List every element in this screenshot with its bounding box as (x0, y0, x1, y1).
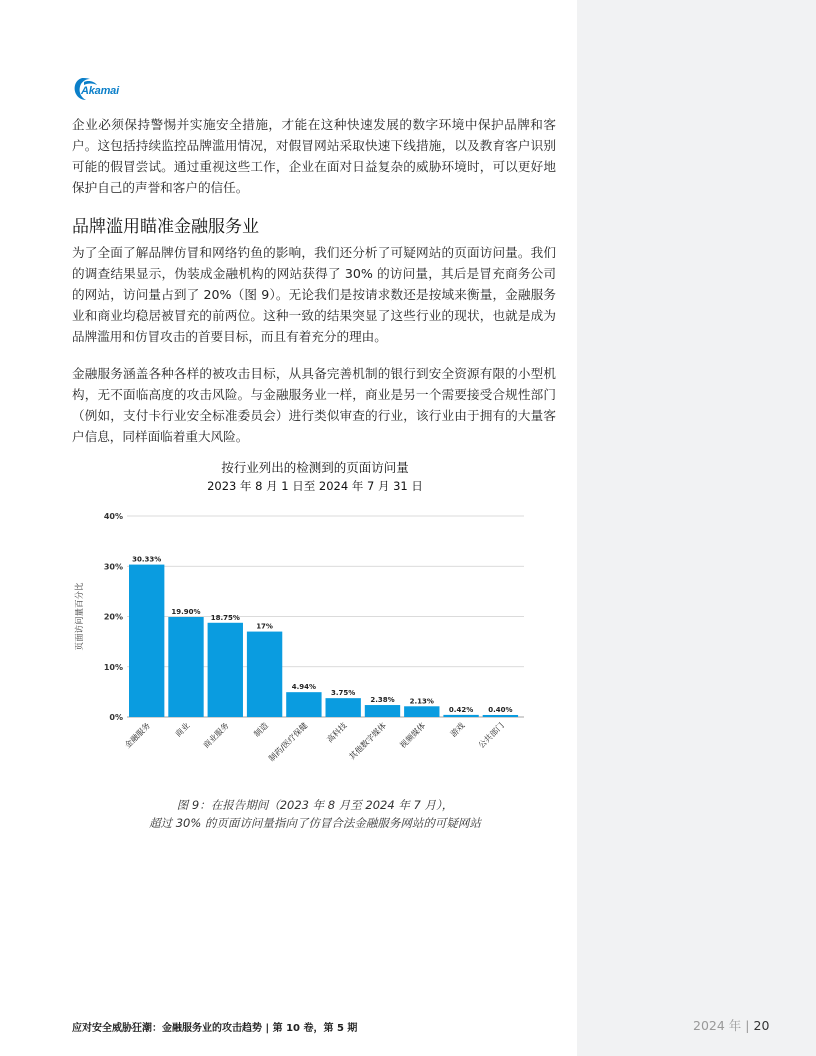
bar-0 (129, 565, 164, 717)
footer-separator: | (745, 1018, 750, 1033)
figure-caption-line2: 超过 30% 的页面访问量指向了仿冒合法金融服务网站的可疑网站 (149, 816, 481, 830)
footer-year: 2024 年 (693, 1018, 742, 1033)
y-tick-label: 10% (103, 662, 123, 672)
x-tick-label: 商业服务 (201, 721, 231, 751)
data-label: 4.94% (291, 683, 317, 692)
akamai-logo-text: Akamai (81, 85, 119, 97)
chart-subtitle: 2023 年 8 月 1 日至 2024 年 7 月 31 日 (207, 479, 423, 493)
section-heading: 品牌滥用瞄准金融服务业 (72, 217, 259, 237)
bar-3 (247, 632, 282, 717)
page-views-bar-chart (60, 500, 540, 790)
intro-paragraph: 企业必须保持警惕并实施安全措施，才能在这种快速发展的数字环境中保护品牌和客户。这包括持续监控品牌滥用情况，对假冒网站采取快速下线措施，以及教育客户识别可能的假冒尝试。通过重视这些工作，企业在面对日益复杂的威胁环境时，可以更好地保护自己的声誉和客户的信任。 (72, 117, 556, 195)
section-paragraph-1: 为了全面了解品牌仿冒和网络钓鱼的影响，我们还分析了可疑网站的页面访问量。我们的调查结果显示，伪装成金融机构的网站获得了 30% 的访问量，其后是冒充商务公司的网站，访问量占到了 20%（图 9）。无论我们是按请求数还是按域来衡量，金融服务业和商业均稳居被冒充的前两位。这种一致的结果突显了这些行业的现状，也就是成为品牌滥用和仿冒攻击的首要目标，而且有着充分的理由。 (72, 245, 556, 344)
section-paragraph-2: 金融服务涵盖各种各样的被攻击目标，从具备完善机制的银行到安全资源有限的小型机构，无不面临高度的攻击风险。与金融服务业一样，商业是另一个需要接受合规性部门（例如，支付卡行业安全标准委员会）进行类似审查的行业，该行业由于拥有的大量客户信息，同样面临着重大风险。 (72, 366, 556, 444)
bar-4 (286, 692, 321, 717)
x-tick-label: 金融服务 (123, 721, 153, 751)
x-tick-label: 公共部门 (476, 721, 506, 751)
chart-title: 按行业列出的检测到的页面访问量 (221, 460, 409, 475)
bar-1 (168, 617, 203, 717)
x-tick-label: 游戏 (448, 721, 467, 739)
bar-2 (208, 623, 243, 717)
x-tick-label: 商业 (173, 721, 192, 739)
y-axis-label: 页面访问量百分比 (75, 582, 85, 651)
data-label: 0.40% (488, 705, 513, 714)
x-tick-label: 其他数字媒体 (347, 721, 388, 762)
data-label: 18.75% (210, 613, 240, 622)
bar-5 (326, 698, 361, 717)
x-tick-label: 制药/医疗保健 (267, 721, 310, 764)
bar-7 (404, 706, 439, 717)
footer-publication-title: 应对安全威胁狂潮：金融服务业的攻击趋势 | 第 10 卷，第 5 期 (72, 1023, 358, 1034)
data-label: 17% (256, 622, 273, 631)
data-label: 30.33% (132, 555, 162, 564)
data-label: 2.38% (370, 696, 395, 705)
y-tick-label: 20% (103, 612, 123, 622)
figure-caption-line1: 图 9：在报告期间（2023 年 8 月至 2024 年 7 月）， (176, 798, 454, 812)
bar-8 (443, 715, 478, 717)
data-label: 2.13% (409, 697, 434, 706)
footer-page-info (693, 1016, 769, 1034)
y-tick-label: 30% (103, 562, 123, 572)
x-tick-label: 高科技 (325, 721, 349, 745)
data-label: 3.75% (331, 689, 356, 698)
bar-9 (483, 715, 518, 717)
right-margin-panel (577, 0, 816, 1056)
data-label: 19.90% (171, 608, 201, 617)
bar-6 (365, 705, 400, 717)
y-tick-label: 0% (109, 713, 123, 722)
footer-page-number: 20 (753, 1018, 770, 1033)
data-label: 0.42% (448, 705, 474, 714)
x-tick-label: 制造 (252, 721, 270, 739)
x-tick-label: 视频媒体 (398, 721, 428, 751)
y-tick-label: 40% (103, 512, 123, 521)
